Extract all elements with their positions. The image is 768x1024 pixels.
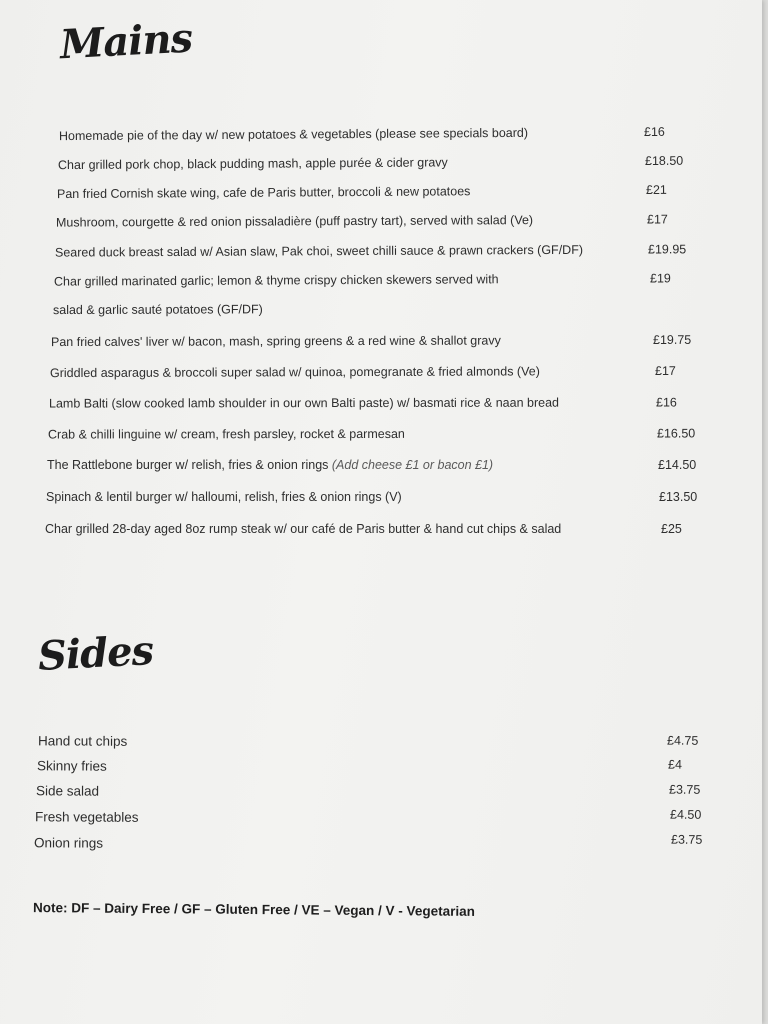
- menu-item: [0, 182, 720, 207]
- side-name: Fresh vegetables: [34, 809, 139, 825]
- dish-price: £18.50: [644, 153, 684, 169]
- menu-item: [0, 426, 720, 447]
- dish-price: £14.50: [658, 458, 697, 472]
- dish-name: Seared duck breast salad w/ Asian slaw, Pak choi, sweet chilli sauce & prawn crackers (GF/DF): [54, 242, 584, 260]
- dish-name: Char grilled pork chop, black pudding mash, apple purée & cider gravy: [57, 155, 448, 173]
- dish-price: £25: [661, 522, 682, 536]
- menu-item: [0, 364, 720, 387]
- dish-price: £21: [645, 182, 667, 198]
- dish-price: £19.75: [652, 332, 692, 347]
- dish-name: Spinach & lentil burger w/ halloumi, relish, fries & onion rings (V): [46, 490, 402, 504]
- dietary-note: Note: DF – Dairy Free / GF – Gluten Free / VE – Vegan / V - Vegetarian: [32, 900, 475, 919]
- dish-name: Mushroom, courgette & red onion pissaladière (puff pastry tart), served with salad (Ve): [55, 213, 534, 230]
- mains-heading: Mains: [58, 14, 194, 69]
- dish-name: [47, 458, 493, 472]
- side-price: £4: [667, 757, 682, 772]
- menu-item-continued: [0, 301, 720, 324]
- dish-price: £13.50: [659, 490, 698, 504]
- dish-name: salad & garlic sauté potatoes (GF/DF): [52, 302, 263, 318]
- dish-price: £16.50: [656, 426, 696, 441]
- side-item: [0, 758, 720, 782]
- menu-item: [0, 458, 720, 478]
- side-item: [0, 733, 720, 757]
- side-name: Hand cut chips: [37, 733, 128, 749]
- menu-item: [0, 271, 720, 295]
- dish-name: Homemade pie of the day w/ new potatoes & vegetables (please see specials board): [58, 125, 529, 144]
- sides-heading: Sides: [36, 627, 155, 680]
- side-name: Onion rings: [33, 835, 104, 851]
- side-item: [0, 783, 720, 807]
- side-price: £4.75: [666, 733, 699, 748]
- dish-text: The Rattlebone burger w/ relish, fries & onion rings: [47, 458, 329, 472]
- side-name: Side salad: [35, 783, 100, 799]
- menu-item: [0, 153, 720, 178]
- menu-item: [0, 490, 720, 510]
- dish-name: Pan fried Cornish skate wing, cafe de Paris butter, broccoli & new potatoes: [56, 184, 471, 202]
- side-price: £3.75: [668, 782, 701, 797]
- dish-addon: (Add cheese £1 or bacon £1): [331, 458, 494, 472]
- dish-name: Lamb Balti (slow cooked lamb shoulder in our own Balti paste) w/ basmati rice & naan bread: [48, 395, 559, 411]
- side-price: £4.50: [670, 807, 702, 822]
- dish-price: £17: [646, 212, 668, 227]
- dish-price: £19: [649, 271, 671, 286]
- dish-price: £16: [643, 124, 665, 140]
- side-price: £3.75: [671, 832, 703, 847]
- menu-item: [0, 333, 720, 356]
- dish-name: Griddled asparagus & broccoli super salad w/ quinoa, pomegranate & fried almonds (Ve): [49, 364, 540, 381]
- dish-price: £16: [655, 395, 677, 410]
- side-name: Skinny fries: [36, 758, 107, 774]
- dish-name: Pan fried calves' liver w/ bacon, mash, spring greens & a red wine & shallot gravy: [50, 333, 501, 350]
- dish-price: £17: [654, 363, 676, 378]
- menu-item: [0, 124, 720, 149]
- side-item: [0, 832, 720, 859]
- dish-price: £19.95: [647, 242, 687, 257]
- dish-name: Crab & chilli linguine w/ cream, fresh parsley, rocket & parmesan: [47, 426, 405, 442]
- menu-item: [0, 395, 720, 416]
- dish-name: Char grilled 28-day aged 8oz rump steak w/ our café de Paris butter & hand cut chips & salad: [45, 522, 562, 536]
- menu-item: [0, 212, 720, 236]
- side-item: [0, 809, 720, 833]
- menu-item: [0, 522, 720, 542]
- dish-name: Char grilled marinated garlic; lemon & thyme crispy chicken skewers served with: [53, 272, 499, 289]
- menu-item: [0, 242, 720, 266]
